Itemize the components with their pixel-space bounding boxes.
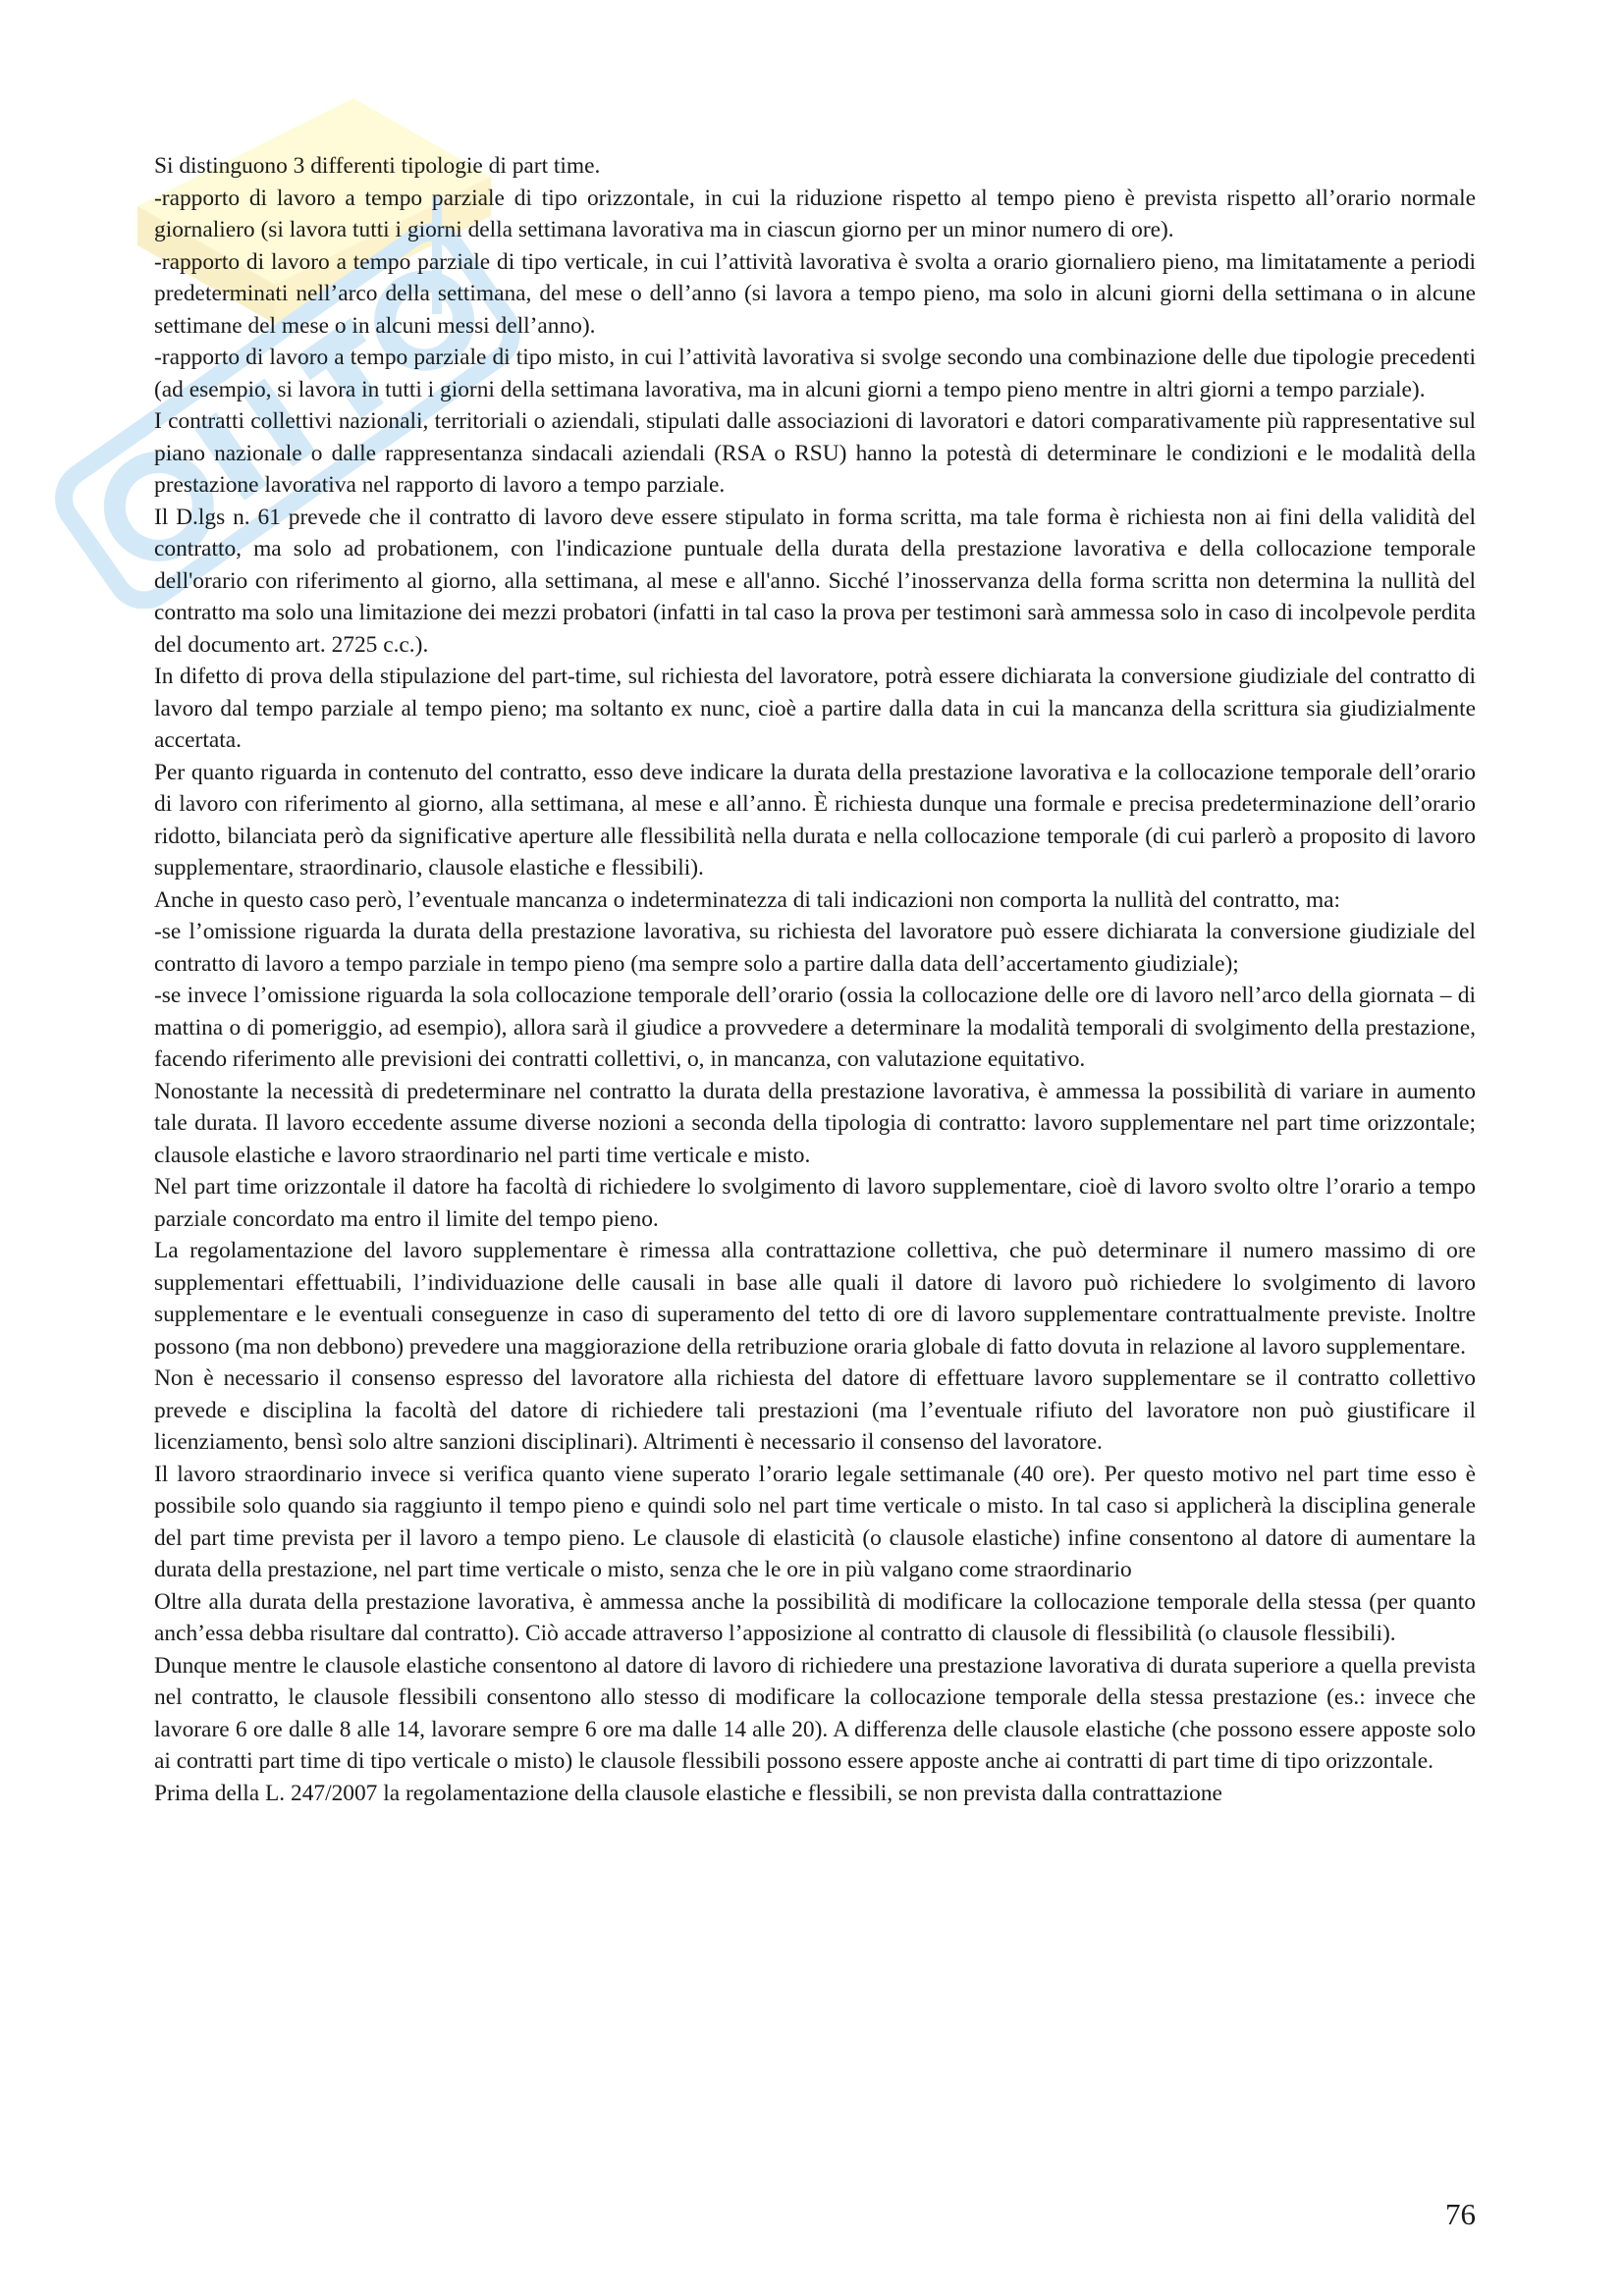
paragraph: -rapporto di lavoro a tempo parziale di tipo orizzontale, in cui la riduzione rispetto al tempo pieno è prevista rispetto all’orario normale giornaliero (si lavora tutti i giorni della settimana lavorativa ma in ciascun giorno per un minor numero di ore). <box>154 185 1476 242</box>
paragraph: Anche in questo caso però, l’eventuale mancanza o indeterminatezza di tali indicazioni non comporta la nullità del contratto, ma: <box>154 886 1341 913</box>
paragraph: Non è necessario il consenso espresso del lavoratore alla richiesta del datore di effettuare lavoro supplementare se il contratto collettivo prevede e disciplina la facoltà del datore di richiedere tali prestazioni (ma l’eventuale rifiuto del lavoratore non può giustificare il licenziamento, bensì solo altre sanzioni disciplinari). Altrimenti è necessario il consenso del lavoratore. <box>154 1365 1476 1455</box>
paragraph: Dunque mentre le clausole elastiche consentono al datore di lavoro di richiedere una prestazione lavorativa di durata superiore a quella prevista nel contratto, le clausole flessibili consentono allo stesso di modificare la collocazione temporale della stessa prestazione (es.: invece che lavorare 6 ore dalle 8 alle 14, lavorare sempre 6 ore ma dalle 14 alle 20). A differenza delle clausole elastiche (che possono essere apposte solo ai contratti part time di tipo verticale o misto) le clausole flessibili possono essere apposte anche ai contratti di part time di tipo orizzontale. <box>154 1652 1476 1774</box>
paragraph: Il lavoro straordinario invece si verifica quanto viene superato l’orario legale settimanale (40 ore). Per questo motivo nel part time esso è possibile solo quando sia raggiunto il tempo pieno e quindi solo nel part time verticale o misto. In tal caso si applicherà la disciplina generale del part time prevista per il lavoro a tempo pieno. Le clausole di elasticità (o clausole elastiche) infine consentono al datore di aumentare la durata della prestazione, nel part time verticale o misto, senza che le ore in più valgano come straordinario <box>154 1461 1476 1582</box>
paragraph: Oltre alla durata della prestazione lavorativa, è ammessa anche la possibilità di modificare la collocazione temporale della stessa (per quanto anch’essa debba risultare dal contratto). Ciò accade attraverso l’apposizione al contratto di clausole di flessibilità (o clausole flessibili). <box>154 1588 1476 1646</box>
paragraph: -rapporto di lavoro a tempo parziale di tipo verticale, in cui l’attività lavorativa è svolta a orario giornaliero pieno, ma limitatamente a periodi predeterminati nell’arco della settimana, del mese o dell’anno (si lavora a tempo pieno, ma solo in alcuni giorni della settimana o in alcune settimane del mese o in alcuni messi dell’anno). <box>154 248 1476 339</box>
paragraph: Il D.lgs n. 61 prevede che il contratto di lavoro deve essere stipulato in forma scritta, ma tale forma è richiesta non ai fini della validità del contratto, ma solo ad probationem, con l'indicazione puntuale della durata della prestazione lavorativa e della collocazione temporale dell'orario con riferimento al giorno, alla settimana, al mese e all'anno. Sicché l’inosservanza della forma scritta non determina la nullità del contratto ma solo una limitazione dei mezzi probatori (infatti in tal caso la prova per testimoni sarà ammessa solo in caso di incolpevole perdita del documento art. 2725 c.c.). <box>154 504 1476 658</box>
paragraph: Si distinguono 3 differenti tipologie di part time. <box>154 153 601 179</box>
paragraph: Prima della L. 247/2007 la regolamentazione della clausole elastiche e flessibili, se non prevista dalla contrattazione <box>154 1780 1222 1806</box>
paragraph: Nel part time orizzontale il datore ha facoltà di richiedere lo svolgimento di lavoro supplementare, cioè di lavoro svolto oltre l’orario a tempo parziale concordato ma entro il limite del tempo pieno. <box>154 1174 1476 1232</box>
page-number: 76 <box>1445 2197 1476 2231</box>
document-body <box>154 150 1476 1809</box>
paragraph: Nonostante la necessità di predeterminare nel contratto la durata della prestazione lavorativa, è ammessa la possibilità di variare in aumento tale durata. Il lavoro eccedente assume diverse nozioni a seconda della tipologia di contratto: lavoro supplementare nel part time orizzontale; clausole elastiche e lavoro straordinario nel parti time verticale e misto. <box>154 1078 1476 1168</box>
paragraph: Per quanto riguarda in contenuto del contratto, esso deve indicare la durata della prestazione lavorativa e la collocazione temporale dell’orario di lavoro con riferimento al giorno, alla settimana, al mese e all’anno. È richiesta dunque una formale e precisa predeterminazione dell’orario ridotto, bilanciata però da significative aperture alle flessibilità nella durata e nella collocazione temporale (di cui parlerò a proposito di lavoro supplementare, straordinario, clausole elastiche e flessibili). <box>154 759 1476 881</box>
paragraph: In difetto di prova della stipulazione del part-time, sul richiesta del lavoratore, potrà essere dichiarata la conversione giudiziale del contratto di lavoro dal tempo parziale al tempo pieno; ma soltanto ex nunc, cioè a partire dalla data in cui la mancanza della scrittura sia giudizialmente accertata. <box>154 664 1476 753</box>
paragraph: -rapporto di lavoro a tempo parziale di tipo misto, in cui l’attività lavorativa si svolge secondo una combinazione delle due tipologie precedenti (ad esempio, si lavora in tutti i giorni della settimana lavorativa, ma in alcuni giorni a tempo pieno mentre in altri giorni a tempo parziale). <box>154 345 1476 402</box>
paragraph: La regolamentazione del lavoro supplementare è rimessa alla contrattazione collettiva, che può determinare il numero massimo di ore supplementari effettuabili, l’individuazione delle causali in base alle quali il datore di lavoro può richiedere lo svolgimento di lavoro supplementare e le eventuali conseguenze in caso di superamento del tetto di ore di lavoro supplementare contrattualmente previste. Inoltre possono (ma non debbono) prevedere una maggiorazione della retribuzione oraria globale di fatto dovuta in relazione al lavoro supplementare. <box>154 1238 1476 1360</box>
paragraph: -se l’omissione riguarda la durata della prestazione lavorativa, su richiesta del lavoratore può essere dichiarata la conversione giudiziale del contratto di lavoro a tempo parziale in tempo pieno (ma sempre solo a partire dalla data dell’accertamento giudiziale); <box>154 919 1476 977</box>
paragraph: -se invece l’omissione riguarda la sola collocazione temporale dell’orario (ossia la collocazione delle ore di lavoro nell’arco della giornata – di mattina o di pomeriggio, ad esempio), allora sarà il giudice a provvedere a determinare la modalità temporali di svolgimento della prestazione, facendo riferimento alle previsioni dei contratti collettivi, o, in mancanza, con valutazione equitativo. <box>154 983 1476 1072</box>
paragraph: I contratti collettivi nazionali, territoriali o aziendali, stipulati dalle associazioni di lavoratori e datori comparativamente più rappresentative sul piano nazionale o dalle rappresentanza sindacali aziendali (RSA o RSU) hanno la potestà di determinare le condizioni e le modalità della prestazione lavorativa nel rapporto di lavoro a tempo parziale. <box>154 408 1476 498</box>
